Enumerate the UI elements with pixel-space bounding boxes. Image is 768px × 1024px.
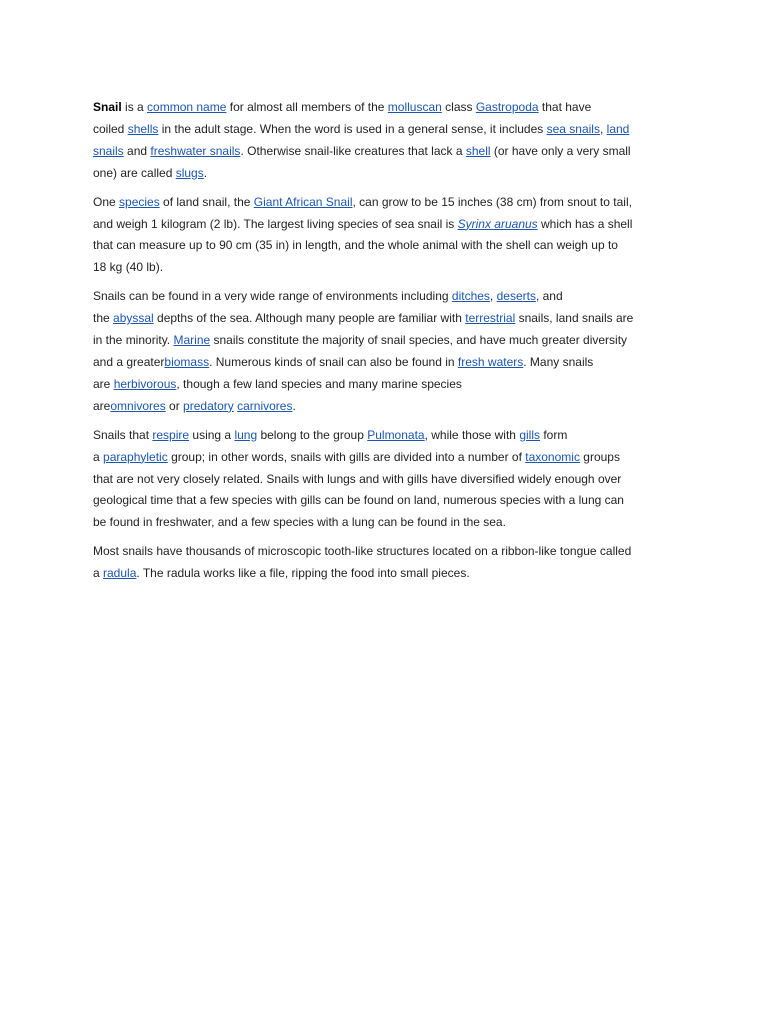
term-snail: Snail (93, 100, 122, 114)
text-run: One (93, 194, 120, 209)
link-giant-african-snail[interactable]: Giant African Snail (253, 194, 353, 209)
text-run: one) are called (93, 165, 176, 180)
link-herbivorous[interactable]: herbivorous (113, 376, 177, 391)
paragraph (93, 286, 678, 417)
link-shells[interactable]: shells (127, 121, 159, 136)
text-run: . (292, 398, 296, 413)
link-respire[interactable]: respire (152, 427, 190, 442)
paragraph (93, 541, 678, 585)
text-run: , (599, 121, 607, 136)
link-shell[interactable]: shell (465, 143, 491, 158)
text-run: . (203, 165, 208, 180)
link-fresh-waters[interactable]: fresh waters (457, 354, 524, 369)
link-ditches[interactable]: ditches (451, 289, 490, 304)
link-predatory[interactable]: predatory (183, 398, 234, 413)
text-run: group; in other words, snails with gills are divided into a number of (167, 449, 526, 464)
text-run: , and (535, 289, 563, 304)
link-pulmonata[interactable]: Pulmonata (367, 427, 425, 442)
link-land[interactable]: land (606, 121, 630, 136)
text-run: and (123, 143, 151, 158)
text-run: Snails can be found in a very wide range of environments including (93, 289, 452, 304)
text-run: that have (538, 100, 592, 114)
link-freshwater-snails[interactable]: freshwater snails (150, 143, 241, 158)
link-syrinx-aruanus[interactable]: Syrinx aruanus (457, 216, 538, 231)
text-run: using a (189, 427, 235, 442)
text-run: snails, land snails are (515, 311, 634, 326)
text-run: belong to the group (257, 427, 368, 442)
text-run: , can grow to be 15 inches (38 cm) from snout to tail, (352, 194, 632, 209)
text-run: , while those with (424, 427, 520, 442)
text-run: for almost all members of the (226, 100, 388, 114)
link-sea-snails[interactable]: sea snails (546, 121, 600, 136)
link-deserts[interactable]: deserts (496, 289, 536, 304)
link-biomass[interactable]: biomass (164, 354, 210, 369)
paragraph (93, 97, 678, 185)
link-taxonomic[interactable]: taxonomic (525, 449, 580, 464)
text-run: depths of the sea. Although many people are familiar with (153, 311, 466, 326)
text-run: and a greater (93, 354, 165, 369)
link-gastropoda[interactable]: Gastropoda (475, 100, 539, 114)
link-marine[interactable]: Marine (173, 333, 211, 348)
link-abyssal[interactable]: abyssal (113, 311, 154, 326)
link-species[interactable]: species (119, 194, 160, 209)
paragraph (93, 192, 678, 280)
text-run: of land snail, the (159, 194, 254, 209)
link-common-name[interactable]: common name (147, 100, 227, 114)
text-run: be found in freshwater, and a few species with a lung can be found in the sea. (93, 515, 506, 530)
link-paraphyletic[interactable]: paraphyletic (103, 449, 168, 464)
text-run: form (539, 427, 568, 442)
text-run: in the minority. (93, 333, 174, 348)
text-run: , (489, 289, 497, 304)
text-run: or (165, 398, 184, 413)
text-run: Most snails have thousands of microscopic tooth-like structures located on a ribbon-like tongue called (93, 544, 632, 559)
link-molluscan[interactable]: molluscan (387, 100, 442, 114)
article-body (93, 97, 678, 592)
link-slugs[interactable]: slugs (175, 165, 204, 180)
text-run: . Numerous kinds of snail can also be found in (209, 354, 458, 369)
text-run: coiled (93, 121, 128, 136)
text-run: 18 kg (40 lb). (93, 260, 164, 275)
link-omnivores[interactable]: omnivores (110, 398, 166, 413)
text-run: snails constitute the majority of snail species, and have much greater diversity (210, 333, 628, 348)
text-run: that are not very closely related. Snails with lungs and with gills have diversified widely enough over (93, 471, 622, 486)
text-run: in the adult stage. When the word is used in a general sense, it includes (158, 121, 547, 136)
text-run: groups (579, 449, 620, 464)
text-run: is a (121, 100, 148, 114)
text-run: . Many snails (523, 354, 594, 369)
link-carnivores[interactable]: carnivores (237, 398, 293, 413)
text-run: . The radula works like a file, ripping the food into small pieces. (136, 566, 470, 581)
text-run: a (93, 566, 104, 581)
text-run: that can measure up to 90 cm (35 in) in length, and the whole animal with the shell can weigh up to (93, 238, 618, 253)
text-run: are (93, 398, 111, 413)
text-run: Snails that (93, 427, 153, 442)
text-run: which has a shell (537, 216, 633, 231)
link-gills[interactable]: gills (519, 427, 540, 442)
text-run: class (441, 100, 476, 114)
text-run: . Otherwise snail-like creatures that lack a (240, 143, 466, 158)
text-run: (or have only a very small (490, 143, 631, 158)
text-run: the (93, 311, 114, 326)
link-terrestrial[interactable]: terrestrial (465, 311, 516, 326)
text-run: geological time that a few species with gills can be found on land, numerous species with a lung can (93, 493, 624, 508)
text-run: , though a few land species and many marine species (176, 376, 462, 391)
link-snails[interactable]: snails (93, 143, 124, 158)
text-run: a (93, 449, 104, 464)
link-radula[interactable]: radula (103, 566, 137, 581)
link-lung[interactable]: lung (234, 427, 258, 442)
paragraph (93, 425, 678, 535)
text-run: and weigh 1 kilogram (2 lb). The largest living species of sea snail is (93, 216, 458, 231)
text-run: are (93, 376, 114, 391)
